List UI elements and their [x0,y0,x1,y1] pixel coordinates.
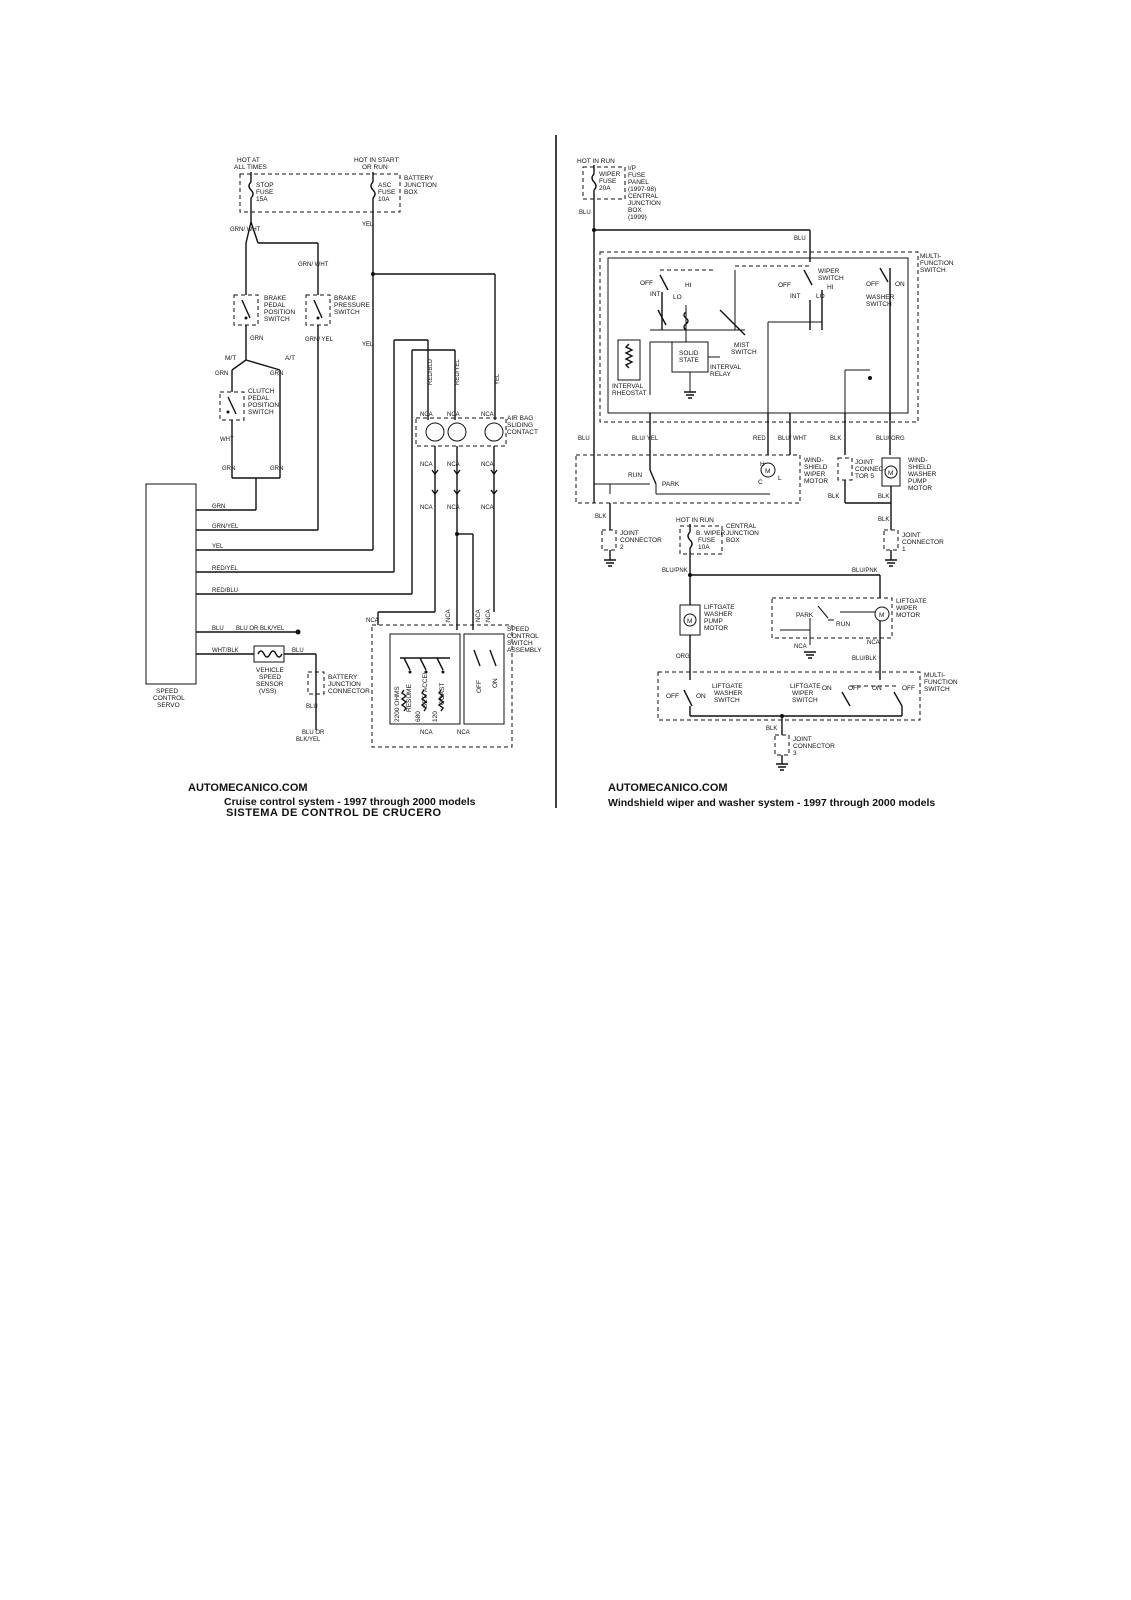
label-box: BOX [404,189,418,196]
wire-nca-6: NCA [481,462,494,468]
wire-grn-wht-2: GRN/ WHT [298,262,329,268]
wire-grn-yel: GRN/ YEL [305,337,333,343]
wire-blu-pnk: BLU/PNK [662,568,688,574]
wire-blu-or-blk-yel: BLU OR BLK/YEL [236,626,285,632]
label-servo-2: CONTROL [153,695,185,702]
joint-connector-1-box [884,530,898,550]
air-bag-contact-3 [485,423,503,441]
label-vss-3: SENSOR [256,681,284,688]
right-caption: Windshield wiper and washer system - 1997 through 2000 models [608,797,936,809]
label-wiper-fuse: FUSE [599,178,617,185]
label-central: CENTRAL [628,193,659,200]
label-run: RUN [628,472,643,479]
left-site-label: AUTOMECANICO.COM [188,782,308,794]
label-wiper: WIPER [599,171,621,178]
label-jc2-2: CONNECTOR [620,537,662,544]
wiper-washer-diagram [576,158,958,809]
wire-servo-red-blu: RED/BLU [212,588,239,594]
wire-yel-2: YEL [362,342,374,348]
label-l: L [778,475,782,482]
label-lwp-1: LIFTGATE [704,604,735,611]
label-run-2: RUN [836,621,851,628]
label-mist-2: SWITCH [731,349,757,356]
multifunction-switch-box [600,252,918,422]
wire-red-blu: RED/BLU [428,358,434,385]
label-lwsw-1: LIFTGATE [790,683,821,690]
label-120: 120 [432,711,439,722]
wire-nca-5: NCA [447,462,460,468]
label-on-3: ON [696,693,706,700]
wire-nca-9: NCA [481,505,494,511]
label-mfs2-3: SWITCH [924,686,950,693]
wire-blu-org: BLU/ ORG [876,436,905,442]
label-ip-panel: PANEL [628,179,649,186]
label-asc-fuse: FUSE [378,189,396,196]
label-ws-motor-1: WIND- [804,457,824,464]
label-mist-1: MIST [734,342,750,349]
wire-yel-3: YEL [495,373,501,385]
label-asc: ASC [378,182,392,189]
left-caption-es: SISTEMA DE CONTROL DE CRUCERO [226,807,442,819]
label-ip-fuse: FUSE [628,172,646,179]
label-brake-pedal-2: PEDAL [264,302,286,309]
label-mfs2-2: FUNCTION [924,679,958,686]
label-jc3-1: JOINT [793,736,812,743]
label-vss-2: SPEED [259,674,282,681]
wire-grn-c: GRN [222,466,236,472]
label-mfs-1: MULTI- [920,253,942,260]
label-2200-ohms: 2200 OHMS [394,686,401,722]
label-central-box: BOX [628,207,642,214]
label-clutch-2: PEDAL [248,395,270,402]
label-wiper-switch-2: SWITCH [818,275,844,282]
label-lwsw-3: SWITCH [792,697,818,704]
label-hot-start: HOT IN START [354,157,399,164]
joint-connector-3-box [775,735,789,755]
label-sw-lo: LO [673,294,682,301]
wire-blu-blk: BLU/BLK [852,656,877,662]
label-jc1-3: 1 [902,546,906,553]
label-lwp-2: WASHER [704,611,733,618]
label-on-4: ON [822,685,832,692]
label-bjc-1: BATTERY [328,674,358,681]
label-20a: 20A [599,185,611,192]
label-brake-pedal-3: POSITION [264,309,296,316]
label-mfs2-1: MULTI- [924,672,946,679]
label-coast: COAST [439,682,446,705]
wire-org: ORG [676,654,690,660]
wire-servo-yel: YEL [212,544,224,550]
label-680: 680 [415,711,422,722]
wire-servo-grn: GRN [212,504,226,510]
windshield-wiper-motor-box [576,455,800,503]
label-solid: SOLID [679,350,699,357]
air-bag-contact-1 [426,423,444,441]
speed-control-servo-box [146,484,196,684]
label-central-junction: JUNCTION [628,200,661,207]
wire-nca-2: NCA [447,412,460,418]
label-mfs-3: SWITCH [920,267,946,274]
wire-nca-4: NCA [420,462,433,468]
right-site-label: AUTOMECANICO.COM [608,782,728,794]
label-air-bag-1: AIR BAG [507,415,534,422]
label-bw-fuse-2: FUSE [698,537,716,544]
label-bw-fuse-3: 10A [698,544,710,551]
wire-grn-d: GRN [270,466,284,472]
wire-servo-grn-yel: GRN/YEL [212,524,239,530]
wire-nca-8: NCA [447,505,460,511]
label-brake-press-3: SWITCH [334,309,360,316]
label-resume: RESUME [406,684,413,712]
label-all-times: ALL TIMES [234,164,267,171]
label-bw-fuse-1: B. WIPER [696,530,726,537]
joint-connector-5-box [838,458,852,480]
wire-servo-blu: BLU [212,626,224,632]
label-jc5-2: CONNEC- [855,466,886,473]
label-lwm-3: MOTOR [896,612,921,619]
label-off-4: OFF [848,685,861,692]
wire-blu-top: BLU [794,236,806,242]
label-ip: I/P [628,165,636,172]
label-h: H [760,461,765,468]
label-servo-3: SERVO [157,702,180,709]
label-wash-off: OFF [866,281,879,288]
label-jc2-1: JOINT [620,530,639,537]
wire-nca-7: NCA [420,505,433,511]
wire-servo-red-yel: RED/YEL [212,566,238,572]
cruise-control-diagram [146,157,542,819]
wire-nca-14: NCA [420,730,433,736]
label-c: C [758,479,763,486]
wire-grn: GRN [250,336,264,342]
wire-blu-or: BLU OR [302,730,325,736]
label-wwp-1: WIND- [908,457,928,464]
label-brake-pedal-4: SWITCH [264,316,290,323]
wire-blk-6: BLK [766,726,778,732]
label-brake-pedal-1: BRAKE [264,295,287,302]
label-1999: (1999) [628,214,647,221]
label-m-4: M [879,612,885,619]
label-cjb-2: JUNCTION [726,530,759,537]
wire-wht: WHT [220,437,234,443]
wire-blk-4: BLK [878,517,890,523]
wire-blk-5: BLK [595,514,607,520]
label-int-rheo-1: INTERVAL [612,383,644,390]
wire-red-yel: RED/YEL [455,359,461,385]
label-lwm-1: LIFTGATE [896,598,927,605]
wire-nca-13: NCA [486,609,492,622]
joint-connector-2-box [602,530,616,550]
label-servo-1: SPEED [156,688,179,695]
label-lwp-4: MOTOR [704,625,729,632]
left-caption: Cruise control system - 1997 through 2000 models [224,796,476,808]
label-jc1-1: JOINT [902,532,921,539]
label-scsa-4: ASSEMBLY [507,647,542,654]
wire-servo-wht-blk: WHT/BLK [212,648,239,654]
label-m-3: M [687,618,693,625]
label-jc5-3: TOR 5 [855,473,875,480]
label-off-3: OFF [666,693,679,700]
wire-grn-b: GRN [270,371,284,377]
label-junction: JUNCTION [404,182,437,189]
wire-nca-11: NCA [446,609,452,622]
label-ws-motor-3: WIPER [804,471,826,478]
wire-blu-below: BLU [306,704,318,710]
label-sw-off: OFF [640,280,653,287]
wire-blk-yel: BLK/YEL [296,737,321,743]
label-15a: 15A [256,196,268,203]
label-scsa-3: SWITCH [507,640,533,647]
label-wwp-2: SHIELD [908,464,932,471]
label-battery: BATTERY [404,175,434,182]
label-air-bag-3: CONTACT [507,429,538,436]
label-brake-press-1: BRAKE [334,295,357,302]
label-vss-1: VEHICLE [256,667,284,674]
label-brake-press-2: PRESSURE [334,302,370,309]
wire-blk-2: BLK [828,494,840,500]
wire-grn-a: GRN [215,371,229,377]
wire-grn-wht: GRN/ WHT [230,227,261,233]
label-on: ON [492,678,499,688]
label-stop-fuse: FUSE [256,189,274,196]
label-washer-switch-1: WASHER [866,294,895,301]
label-m-2: M [888,470,894,477]
air-bag-contact-box [416,418,506,446]
wire-blu-yel: BLU/ YEL [632,436,659,442]
label-wash-on: ON [895,281,905,288]
label-int-relay-2: RELAY [710,371,731,378]
wire-nca-10: NCA [366,618,379,624]
wire-nca-3: NCA [481,412,494,418]
label-sw-hi-2: HI [827,284,834,291]
air-bag-contact-2 [448,423,466,441]
wire-blu-fuse: BLU [579,210,591,216]
label-clutch-3: POSITION [248,402,280,409]
label-jc3-3: 3 [793,750,797,757]
label-clutch-4: SWITCH [248,409,274,416]
wire-red: RED [753,436,766,442]
label-int-relay-1: INTERVAL [710,364,742,371]
wire-vss-blu: BLU [292,648,304,654]
label-scsa-2: CONTROL [507,633,539,640]
wire-nca-2: NCA [867,640,880,646]
label-ws-motor-2: SHIELD [804,464,828,471]
liftgate-wiper-motor-box [772,598,892,638]
label-air-bag-2: SLIDING [507,422,534,429]
label-sw-lo-2: LO [816,293,825,300]
wire-blu-wht: BLU/ WHT [778,436,807,442]
multifunction-inner-box [608,258,908,413]
label-clutch-1: CLUTCH [248,388,275,395]
label-jc1-2: CONNECTOR [902,539,944,546]
label-off-5: OFF [902,685,915,692]
wire-nca-1: NCA [420,412,433,418]
wire-nca-12: NCA [476,609,482,622]
label-mt: M/T [225,355,237,362]
wire-blu-left: BLU [578,436,590,442]
label-wwp-4: PUMP [908,478,927,485]
label-stop: STOP [256,182,274,189]
label-at: A/T [285,355,296,362]
label-hot-in-run: HOT IN RUN [577,158,615,165]
label-sw-int: INT [650,291,661,298]
label-ws-motor-4: MOTOR [804,478,829,485]
label-lwsw-2: WIPER [792,690,814,697]
wire-nca: NCA [794,644,807,650]
wire-nca-15: NCA [457,730,470,736]
label-lws-3: SWITCH [714,697,740,704]
label-scsa-1: SPEED [507,626,530,633]
label-bjc-2: JUNCTION [328,681,361,688]
label-lws-2: WASHER [714,690,743,697]
wire-yel: YEL [362,222,374,228]
label-off: OFF [476,680,483,693]
label-lwm-2: WIPER [896,605,918,612]
label-sw-hi: HI [685,282,692,289]
label-ip-years: (1997-98) [628,186,657,193]
label-vss-4: (VSS) [259,688,277,695]
label-bjc-3: CONNECTOR [328,688,370,695]
label-set-accel: SET/ ACCEL [422,670,429,708]
label-park: PARK [662,481,680,488]
label-hot-in-run-2: HOT IN RUN [676,517,714,524]
label-m-1: M [765,468,771,475]
label-sw-off-2: OFF [778,282,791,289]
label-wiper-switch-1: WIPER [818,268,840,275]
label-wwp-5: MOTOR [908,485,933,492]
label-or-run: OR RUN [362,164,388,171]
label-sw-int-2: INT [790,293,801,300]
wire-blk: BLK [830,436,842,442]
label-lwp-3: PUMP [704,618,723,625]
label-cjb-3: BOX [726,537,740,544]
label-10a: 10A [378,196,390,203]
label-lws-1: LIFTGATE [712,683,743,690]
label-jc5-1: JOINT [855,459,874,466]
label-washer-switch-2: SWITCH [866,301,892,308]
label-cjb-1: CENTRAL [726,523,757,530]
label-int-rheo-2: RHEOSTAT [612,390,647,397]
label-on-5: ON [872,685,882,692]
wire-blu-pnk-2: BLU/PNK [852,568,878,574]
label-wwp-3: WASHER [908,471,937,478]
wire-blk-3: BLK [878,494,890,500]
label-jc3-2: CONNECTOR [793,743,835,750]
label-jc2-3: 2 [620,544,624,551]
label-mfs-2: FUNCTION [920,260,954,267]
label-park-2: PARK [796,612,814,619]
label-hot-at: HOT AT [237,157,260,164]
label-state: STATE [679,357,699,364]
